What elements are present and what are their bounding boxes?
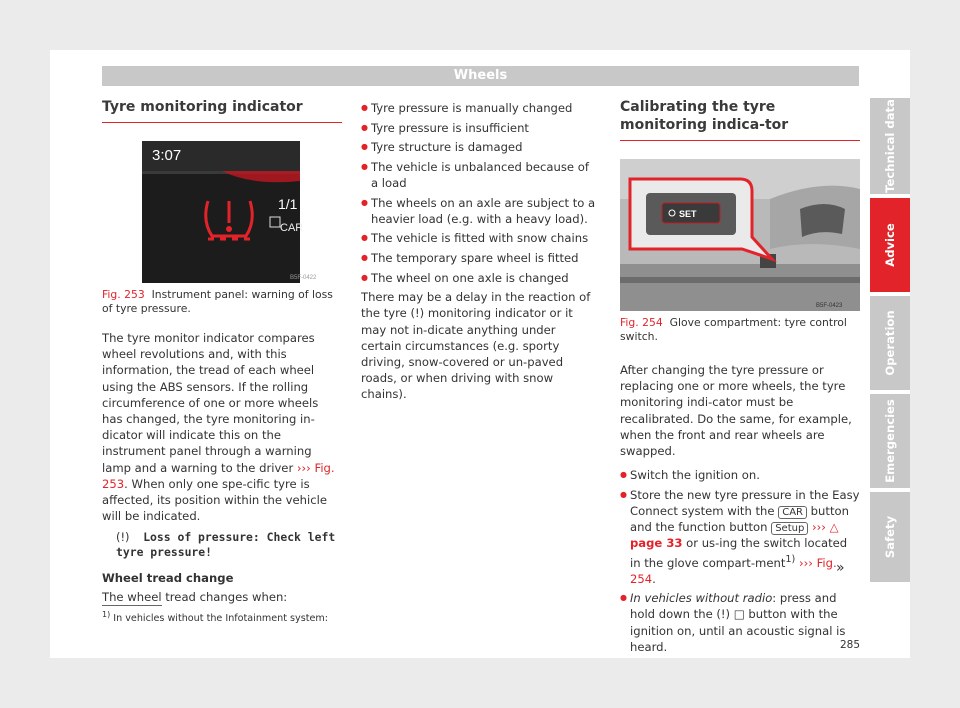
list-item: ● Switch the ignition on. — [620, 467, 860, 483]
figure-caption — [620, 316, 860, 344]
warning-text: Loss of pressure: Check left tyre pressure! — [116, 530, 336, 560]
page-link[interactable]: page 33 — [630, 536, 683, 551]
car-button-icon: CAR — [778, 506, 807, 519]
set-button-label: SET — [679, 209, 697, 219]
intro-text: The wheel tread changes when: — [102, 589, 288, 604]
setup-button: Setup — [771, 522, 808, 535]
tab-label: Safety — [883, 515, 897, 559]
figure-caption-text: Glove compartment: tyre control switch. — [620, 316, 847, 343]
list-item: ● The wheel on one axle is changed — [361, 270, 597, 286]
figure-link[interactable]: ››› Fig. 254 — [630, 555, 837, 586]
body-text: : press and hold down the — [630, 591, 837, 622]
body-text: There may be a delay in the reaction of the tyre — [361, 290, 591, 321]
figure-glove-compartment — [620, 159, 860, 311]
list-item: ● The temporary spare wheel is fitted — [361, 250, 597, 266]
body-text: button with the ignition on, until an acoustic signal is heard. — [630, 607, 846, 654]
body-text: . When only one spe-cific tyre is affected, its position within the vehicle will be indicated. — [102, 476, 327, 524]
column-middle — [361, 100, 597, 403]
figure-link[interactable]: ››› Fig. 253 — [102, 460, 335, 491]
footnote-divider — [102, 605, 162, 606]
continue-arrow-icon: » — [836, 560, 845, 576]
list-item: ● Tyre structure is damaged — [361, 139, 597, 155]
section-heading: Calibrating the tyre monitoring indica-tor — [620, 98, 860, 141]
subheading: Wheel tread change — [102, 571, 234, 586]
set-button-callout — [630, 179, 772, 259]
warning-triangle-icon: △ — [829, 520, 839, 535]
tab-technical-data[interactable] — [870, 98, 910, 194]
emphasis-text: In vehicles without radio — [630, 591, 773, 606]
figure-instrument-panel — [102, 141, 342, 283]
figure-caption — [102, 288, 342, 316]
tab-label: Operation — [883, 310, 897, 376]
delay-paragraph — [361, 289, 597, 402]
tab-label: Emergencies — [883, 399, 897, 483]
page-header: Wheels — [102, 66, 859, 86]
section-heading: Tyre monitoring indicator — [102, 98, 342, 123]
display-time: 3:07 — [152, 147, 182, 164]
figure-code: B5F-0422 — [290, 275, 317, 281]
body-text: monitoring indicator or it may not in-dicate anything under certain circumstances (e.g. sporty driving, snow-covered or un-paved roads, or when driving with snow chains). — [361, 306, 573, 402]
tab-advice[interactable] — [870, 198, 910, 292]
page-number: 285 — [840, 639, 861, 651]
list-item — [620, 590, 860, 655]
column-right — [620, 98, 860, 658]
figure-number: Fig. 254 — [620, 316, 663, 329]
figure-number: Fig. 253 — [102, 288, 145, 301]
column-left — [102, 98, 342, 605]
side-tabs — [870, 98, 910, 582]
cause-list — [361, 100, 597, 286]
list-item: ● The wheels on an axle are subject to a heavier load (e.g. with a heavy load). — [361, 195, 597, 227]
list-item: ● Store the new tyre pressure in the Easy Connect system with the CAR button and the function button Setup ››› △ page 33 or us-ing the switch located in the glove compart-ment$^{1)}$ ››› Fig. 254. — [620, 487, 860, 587]
footnote-text: In vehicles without the Infotainment system: — [113, 613, 328, 625]
body-text: The tyre monitor indicator compares wheel revolutions and, with this information, the tread of each wheel using the ABS sensors. If the rolling circumference of one or more wheels has changed, the tyre monitoring in-dicator will indicate this on the instrument panel through a warning lamp and a warning to the driver — [102, 331, 319, 475]
tyre-warning-icon: (!) — [116, 530, 130, 545]
list-item: ● The vehicle is fitted with snow chains — [361, 230, 597, 246]
list-item: ● Tyre pressure is manually changed — [361, 100, 597, 116]
list-item: ● The vehicle is unbalanced because of a load — [361, 159, 597, 191]
footnote — [102, 610, 328, 624]
figure-caption-text: Instrument panel: warning of loss of tyre pressure. — [102, 288, 333, 315]
body-text: Store the new tyre pressure in the Easy Connect system with the — [630, 487, 860, 519]
tab-operation[interactable] — [870, 296, 910, 390]
tyre-warning-icon: (!) — [410, 306, 425, 321]
display-car: CAR — [280, 222, 304, 234]
list-item: ● Tyre pressure is insufficient — [361, 120, 597, 136]
warning-message — [102, 530, 342, 560]
figure-code: B5F-0423 — [816, 303, 843, 309]
tab-emergencies[interactable] — [870, 394, 910, 488]
footnote-mark: 1) — [102, 610, 111, 619]
body-paragraph — [102, 330, 342, 524]
tab-label: Technical data — [883, 99, 897, 193]
body-text: or us-ing the switch located in the glove compart-ment — [630, 536, 848, 570]
glove-compartment-image — [620, 159, 860, 311]
steps-list — [620, 467, 860, 655]
display-count: 1/1 — [278, 196, 298, 212]
body-paragraph: After changing the tyre pressure or replacing one or more wheels, the tyre monitoring indi-cator must be recalibrated. Do the same, for example, when the front and rear wheels are swapped. — [620, 363, 852, 459]
instrument-panel-image — [102, 141, 342, 283]
page-link-arrows: ››› — [811, 520, 826, 535]
tab-safety[interactable] — [870, 492, 910, 582]
tab-label: Advice — [883, 223, 897, 267]
tyre-warning-icon: (!) □ — [716, 607, 745, 622]
body-text: button and the function button — [630, 504, 849, 535]
footnote-ref: 1) — [785, 553, 796, 565]
